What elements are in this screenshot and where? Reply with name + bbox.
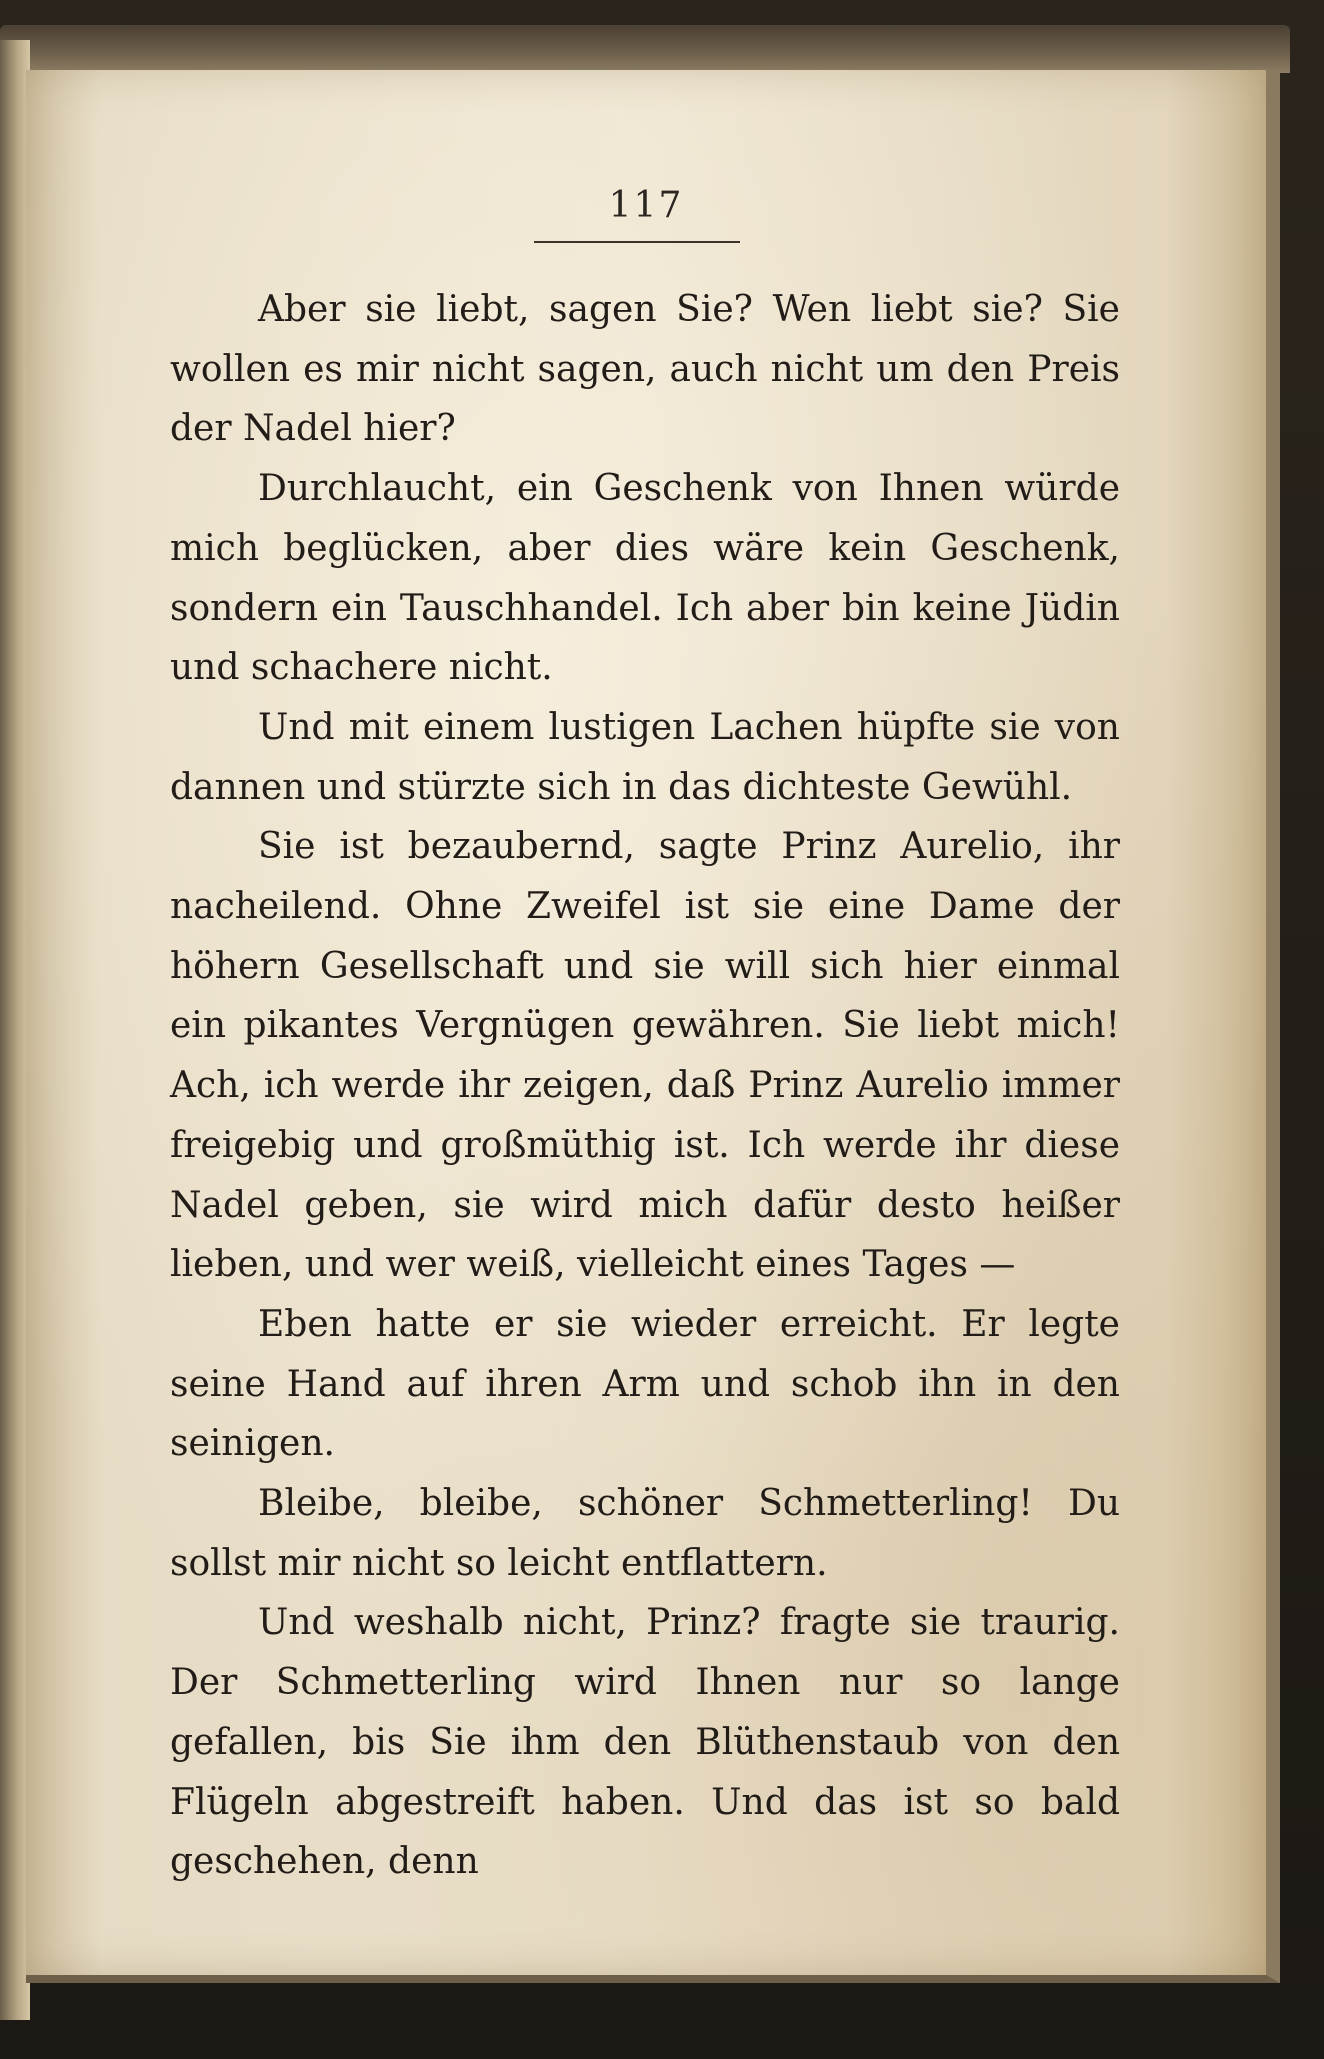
header-rule [534,241,740,243]
paragraph-3: Und mit einem lustigen Lachen hüpfte sie von dannen und stürzte sich in das dichteste Gewühl. [170,706,1120,808]
page-text [170,280,1120,1892]
paragraph-6: Bleibe, bleibe, schöner Schmetterling! Du sollst mir nicht so leicht entflattern. [170,1483,1120,1584]
book-page [26,70,1280,1983]
paragraph-5: Eben hatte er sie wieder erreicht. Er legte seine Hand auf ihren Arm und schob ihn in den seinigen. [170,1303,1120,1465]
paragraph-7: Und weshalb nicht, Prinz? fragte sie traurig. Der Schmetterling wird Ihnen nur so lange gefallen, bis Sie ihm den Blüthenstaub von den Flügeln abgestreift haben. Und das ist so bald geschehen, denn [170,1602,1120,1883]
paragraph-4: Sie ist bezaubernd, sagte Prinz Aurelio, ihr nacheilend. Ohne Zweifel ist sie eine Dame der höhern Gesellschaft und sie will sich hier einmal ein pikantes Vergnügen gewähren. Sie liebt mich! Ach, ich werde ihr zeigen, daß Prinz Aurelio immer freigebig und großmüthig ist. Ich werde ihr diese Nadel geben, sie wird mich dafür desto heißer lieben, und wer weiß, vielleicht eines Tages — [170,826,1120,1286]
paragraph-2: Durchlaucht, ein Geschenk von Ihnen würde mich beglücken, aber dies wäre kein Geschenk, sondern ein Tauschhandel. Ich aber bin keine Jüdin und schachere nicht. [170,468,1120,689]
page-number: 117 [608,185,684,226]
book-top-edge [0,25,1290,73]
paragraph-1: Aber sie liebt, sagen Sie? Wen liebt sie? Sie wollen es mir nicht sagen, auch nicht um den Preis der Nadel hier? [170,289,1120,450]
